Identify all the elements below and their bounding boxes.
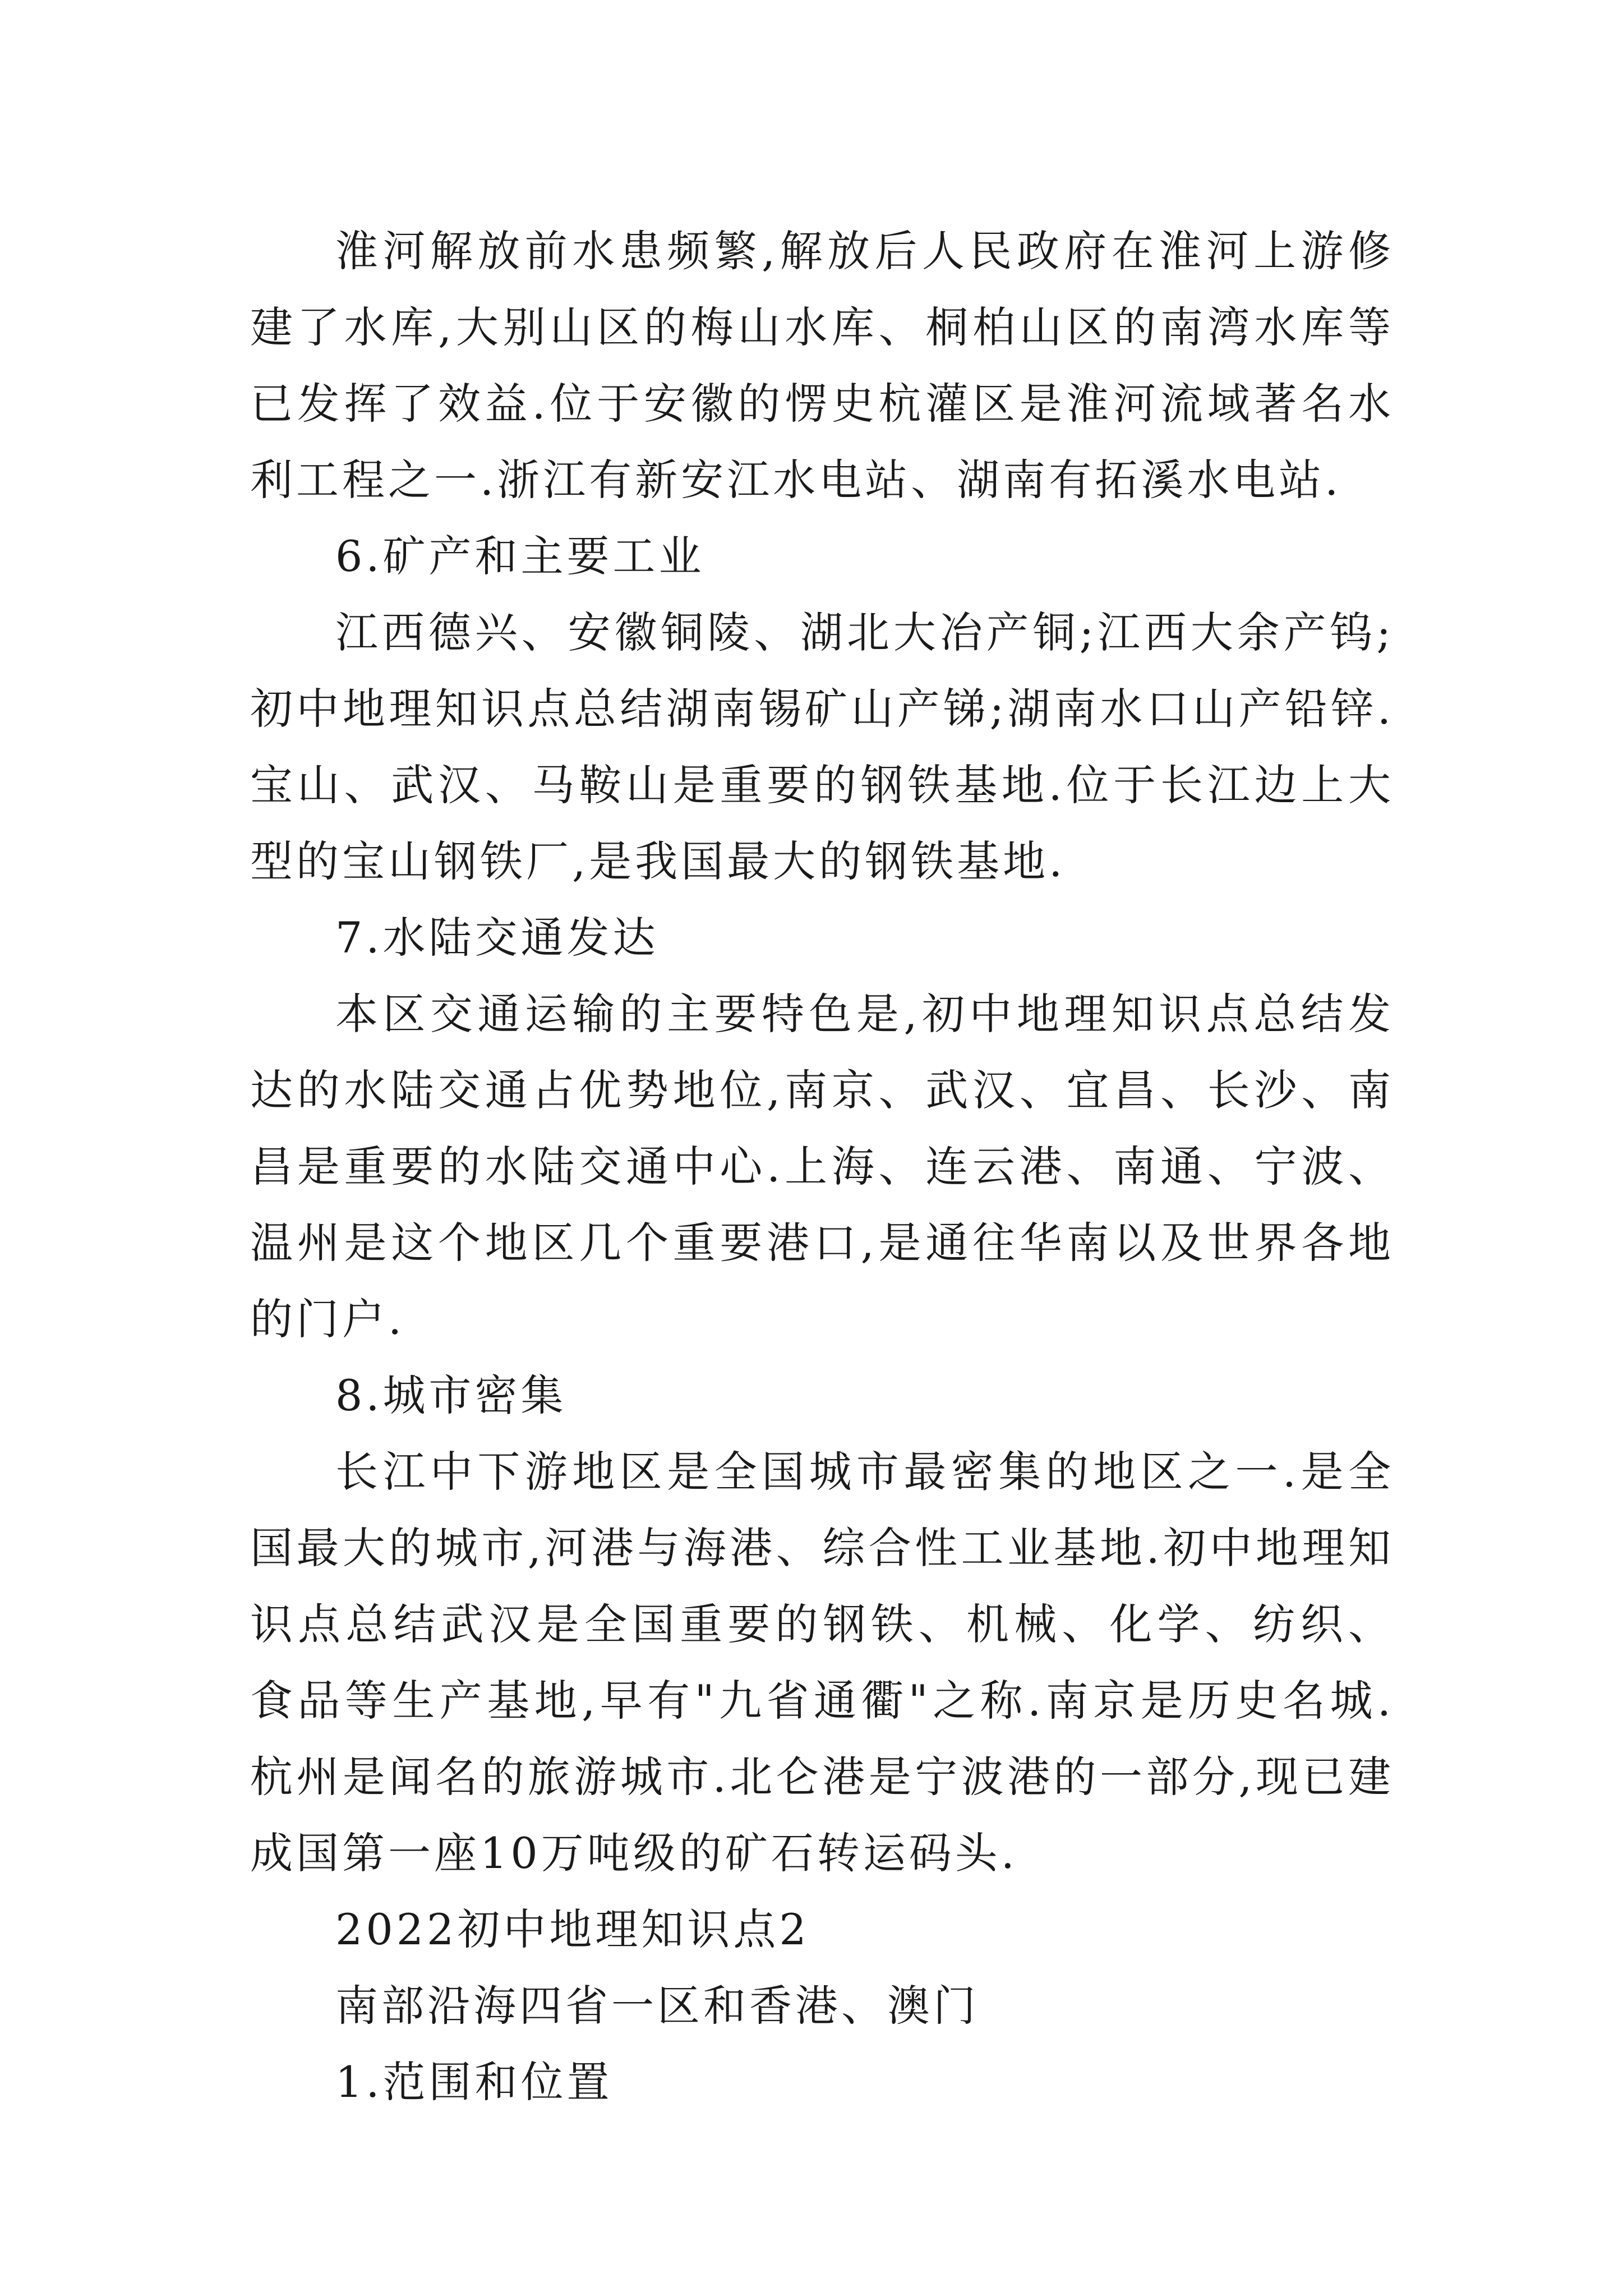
paragraph-cities: 长江中下游地区是全国城市最密集的地区之一.是全国最大的城市,河港与海港、综合性工业基地.初中地理知识点总结武汉是全国重要的钢铁、机械、化学、纺织、食品等生产基地,早有"九省通衢"之称.南京是历史名城.杭州是闻名的旅游城市.北仑港是宁波港的一部分,现已建成国第一座10万吨级的矿石转运码头.	[250, 1447, 1394, 1878]
paragraph-minerals-industry: 江西德兴、安徽铜陵、湖北大冶产铜;江西大余产钨;初中地理知识点总结湖南锡矿山产锑;湖南水口山产铅锌.宝山、武汉、马鞍山是重要的钢铁基地.位于长江边上大型的宝山钢铁厂,是我国最大的钢铁基地.	[250, 608, 1394, 886]
section-heading-transport: 7.水陆交通发达	[335, 913, 659, 963]
section-heading-scope-location: 1.范围和位置	[335, 2057, 613, 2107]
section-heading-minerals-industry: 6.矿产和主要工业	[335, 531, 705, 581]
section-heading-southern-coast: 南部沿海四省一区和香港、澳门	[335, 1981, 979, 2031]
paragraph-huaihe-water-projects: 淮河解放前水患频繁,解放后人民政府在淮河上游修建了水库,大别山区的梅山水库、桐柏山区的南湾水库等已发挥了效益.位于安徽的愣史杭灌区是淮河流域著名水利工程之一.浙江有新安江水电站、湖南有拓溪水电站.	[250, 226, 1394, 505]
section-heading-knowledge-2: 2022初中地理知识点2	[335, 1904, 810, 1954]
document-body	[250, 213, 1394, 2120]
paragraph-transport: 本区交通运输的主要特色是,初中地理知识点总结发达的水陆交通占优势地位,南京、武汉、宜昌、长沙、南昌是重要的水陆交通中心.上海、连云港、南通、宁波、温州是这个地区几个重要港口,是通往华南以及世界各地的门户.	[250, 989, 1394, 1344]
section-heading-cities: 8.城市密集	[335, 1370, 567, 1420]
